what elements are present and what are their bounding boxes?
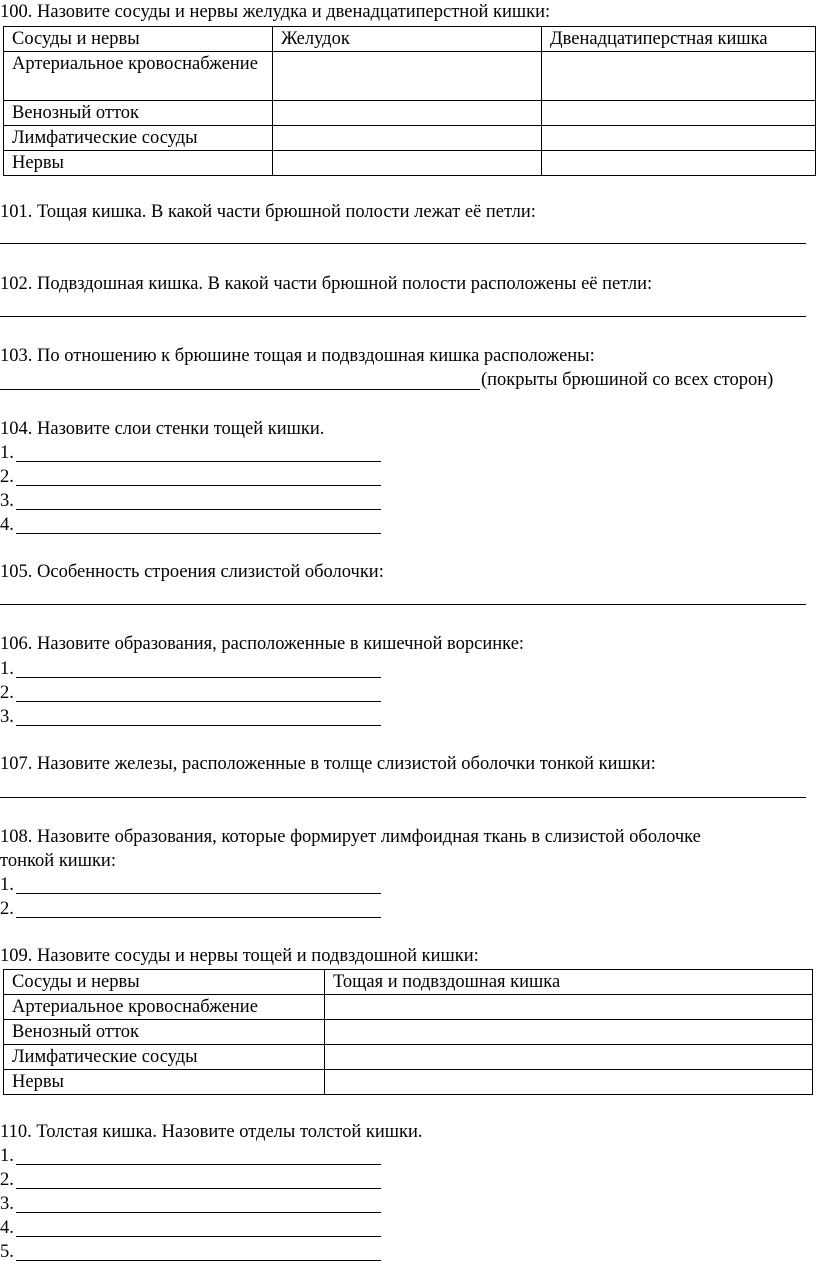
question-102-title: 102. Подвздошная кишка. В какой части брюшной полости расположены её петли: (0, 274, 653, 294)
answer-line[interactable] (0, 604, 806, 605)
header-cell: Сосуды и нервы (4, 970, 325, 995)
table-row (4, 1020, 813, 1045)
question-108-title: 108. Назовите образования, которые формирует лимфоидная ткань в слизистой оболочке (0, 827, 701, 847)
question-107-title: 107. Назовите железы, расположенные в толще слизистой оболочки тонкой кишки: (0, 754, 656, 774)
question-103-note: (покрыты брюшиной со всех сторон) (481, 370, 774, 390)
list-item-number: 1. (0, 1146, 14, 1166)
answer-cell[interactable] (542, 52, 816, 101)
answer-line[interactable] (16, 677, 381, 678)
table-row (4, 1070, 813, 1095)
answer-line[interactable] (16, 1164, 381, 1165)
question-101-title: 101. Тощая кишка. В какой части брюшной полости лежат её петли: (0, 202, 536, 222)
row-label: Нервы (4, 151, 273, 176)
answer-line[interactable] (0, 797, 806, 798)
answer-line[interactable] (0, 389, 480, 390)
question-109-table (3, 969, 813, 1095)
list-item-number: 4. (0, 515, 14, 535)
table-row (4, 52, 816, 101)
answer-line[interactable] (16, 1236, 381, 1237)
answer-cell[interactable] (325, 1045, 813, 1070)
answer-line[interactable] (16, 1212, 381, 1213)
answer-line[interactable] (16, 509, 381, 510)
answer-cell[interactable] (542, 126, 816, 151)
answer-cell[interactable] (325, 1070, 813, 1095)
answer-cell[interactable] (325, 995, 813, 1020)
list-item-number: 1. (0, 443, 14, 463)
answer-line[interactable] (16, 701, 381, 702)
question-100-table (3, 26, 816, 176)
header-cell: Двенадцатиперстная кишка (542, 27, 816, 52)
list-item-number: 5. (0, 1242, 14, 1262)
answer-cell[interactable] (325, 1020, 813, 1045)
list-item-number: 3. (0, 707, 14, 727)
answer-line[interactable] (16, 893, 381, 894)
answer-line[interactable] (16, 485, 381, 486)
row-label: Лимфатические сосуды (4, 126, 273, 151)
list-item-number: 3. (0, 491, 14, 511)
answer-line[interactable] (16, 1260, 381, 1261)
answer-cell[interactable] (273, 126, 542, 151)
answer-line[interactable] (0, 243, 806, 244)
answer-line[interactable] (16, 917, 381, 918)
list-item-number: 2. (0, 467, 14, 487)
row-label: Лимфатические сосуды (4, 1045, 325, 1070)
table-row (4, 151, 816, 176)
list-item-number: 4. (0, 1218, 14, 1238)
table-header-row (4, 970, 813, 995)
question-104-title: 104. Назовите слои стенки тощей кишки. (0, 419, 325, 439)
question-108-title-continued: тонкой кишки: (0, 851, 116, 871)
table-row (4, 101, 816, 126)
question-105-title: 105. Особенность строения слизистой оболочки: (0, 562, 384, 582)
answer-cell[interactable] (542, 101, 816, 126)
list-item-number: 3. (0, 1194, 14, 1214)
answer-line[interactable] (16, 1188, 381, 1189)
row-label: Артериальное кровоснабжение (4, 52, 273, 101)
question-103-title: 103. По отношению к брюшине тощая и подвздошная кишка расположены: (0, 346, 595, 366)
question-109-title: 109. Назовите сосуды и нервы тощей и подвздошной кишки: (0, 946, 479, 966)
table-row (4, 995, 813, 1020)
row-label: Нервы (4, 1070, 325, 1095)
table-row (4, 1045, 813, 1070)
answer-line[interactable] (0, 316, 806, 317)
question-110-title: 110. Толстая кишка. Назовите отделы толстой кишки. (0, 1122, 423, 1142)
list-item-number: 2. (0, 899, 14, 919)
question-100-title: 100. Назовите сосуды и нервы желудка и двенадцатиперстной кишки: (0, 2, 551, 22)
answer-cell[interactable] (542, 151, 816, 176)
header-cell: Сосуды и нервы (4, 27, 273, 52)
row-label: Артериальное кровоснабжение (4, 995, 325, 1020)
row-label: Венозный отток (4, 1020, 325, 1045)
answer-cell[interactable] (273, 52, 542, 101)
question-106-title: 106. Назовите образования, расположенные в кишечной ворсинке: (0, 634, 525, 654)
answer-line[interactable] (16, 461, 381, 462)
header-cell: Тощая и подвздошная кишка (325, 970, 813, 995)
table-row (4, 126, 816, 151)
header-cell: Желудок (273, 27, 542, 52)
list-item-number: 2. (0, 683, 14, 703)
list-item-number: 1. (0, 875, 14, 895)
answer-cell[interactable] (273, 101, 542, 126)
table-header-row (4, 27, 816, 52)
list-item-number: 2. (0, 1170, 14, 1190)
row-label: Венозный отток (4, 101, 273, 126)
list-item-number: 1. (0, 659, 14, 679)
answer-cell[interactable] (273, 151, 542, 176)
answer-line[interactable] (16, 725, 381, 726)
answer-line[interactable] (16, 533, 381, 534)
